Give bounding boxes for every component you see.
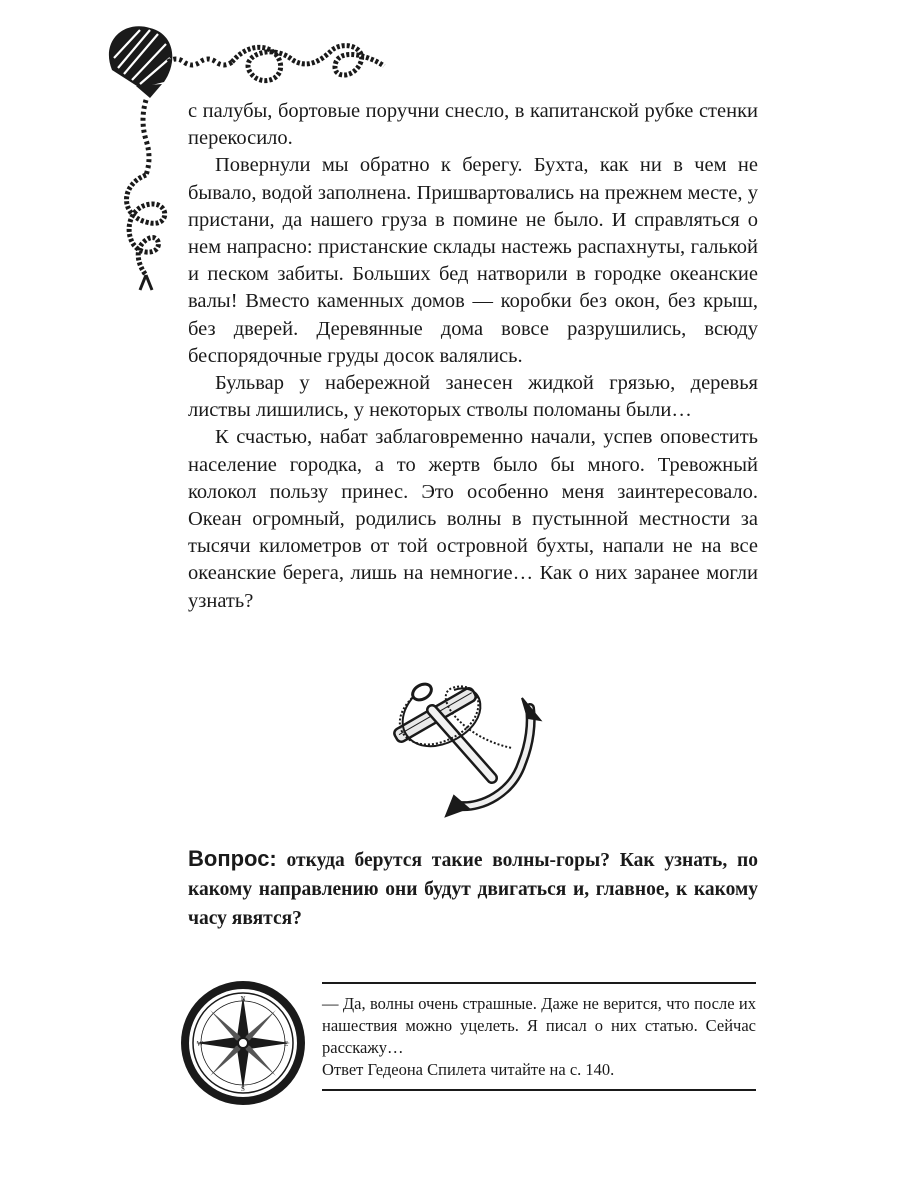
compass-icon xyxy=(181,981,305,1105)
compass-illustration xyxy=(178,978,308,1108)
question-label: Вопрос: xyxy=(188,846,277,871)
paragraph-4: К счастью, набат заблаговременно начали, успев оповестить население городка, а то жертв было бы много. Тревожный колокол пользу принес. Это особенно меня заинтересовало. Океан огромный, родились волны в пустынной местности за тысячи километров от той островной бухты, напали не на все океанские берега, лишь на немногие… Как о них заранее могли узнать? xyxy=(188,426,758,612)
question-text: откуда берутся такие волны-горы? Как узнать, по какому направлению они будут двигаться и, главное, к какому часу явятся? xyxy=(188,850,758,929)
anchor-icon xyxy=(393,681,540,816)
main-text-block xyxy=(188,98,758,615)
paragraph-3: Бульвар у набережной занесен жидкой грязью, деревья листвы лишились, у некоторых стволы поломаны были… xyxy=(188,372,758,422)
paragraph-1: с палубы, бортовые поручни снесло, в капитанской рубке стенки перекосило. xyxy=(188,100,758,150)
answer-quote: — Да, волны очень страшные. Даже не верится, что после их нашествия можно уцелеть. Я писал о них статью. Сейчас расскажу… xyxy=(322,994,756,1057)
seashell-icon xyxy=(109,26,172,98)
answer-reference: Ответ Гедеона Спилета читайте на с. 140. xyxy=(322,1060,615,1079)
rope-horizontal xyxy=(168,46,384,81)
question-block xyxy=(188,844,758,933)
compass-east: E xyxy=(283,1040,289,1048)
compass-south: S xyxy=(241,1085,245,1093)
answer-box xyxy=(322,982,756,1091)
paragraph-2: Повернули мы обратно к берегу. Бухта, как ни в чем не бывало, водой заполнена. Пришвартовались на прежнем месте, у пристани, да нашего груза в помине не было. И справляться о нем напрасно: пристанские склады настежь распахнуты, галькой и песком забиты. Больших бед натворили в городке океанские валы! Вместо каменных домов — коробки без окон, без крыш, без дверей. Деревянные дома вовсе разрушились, всюду беспорядочные груды досок валялись. xyxy=(188,154,758,367)
compass-north: N xyxy=(240,995,246,1003)
compass-west: W xyxy=(196,1040,204,1048)
anchor-illustration xyxy=(372,668,572,818)
rope-vertical xyxy=(127,100,165,290)
